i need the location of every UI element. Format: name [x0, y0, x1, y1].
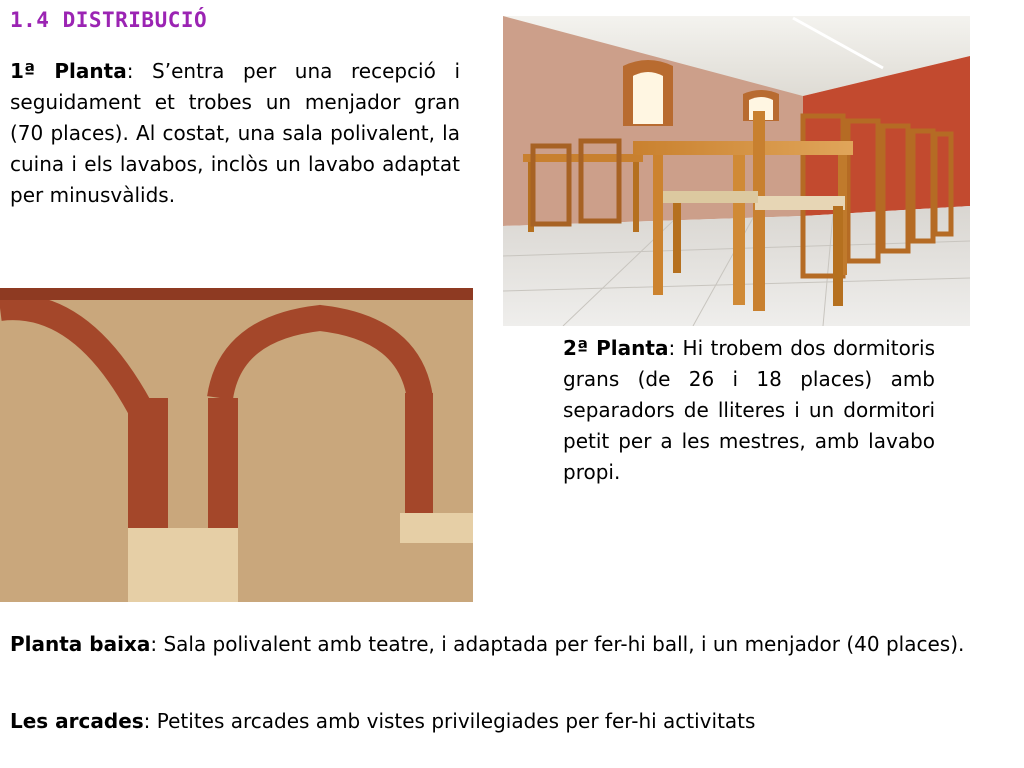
section-heading: 1.4 DISTRIBUCIÓ — [10, 8, 208, 32]
floor1-term: 1ª Planta — [10, 59, 127, 83]
ground-floor-paragraph — [10, 629, 1016, 660]
floor2-paragraph — [563, 333, 935, 488]
floor1-paragraph — [10, 56, 460, 211]
dining-room-photo — [503, 16, 970, 326]
arcades-term: Les arcades — [10, 709, 144, 733]
floor1-text: : S’entra per una recepció i seguidament et trobes un menjador gran (70 places). Al costat, una sala polivalent, la cuina i els lavabos, inclòs un lavabo adaptat per minusvàlids. — [10, 59, 461, 207]
ground-floor-term: Planta baixa — [10, 632, 151, 656]
floor2-term: 2ª Planta — [563, 336, 669, 360]
arcades-text: : Petites arcades amb vistes privilegiades per fer-hi activitats — [143, 709, 756, 733]
arcades-photo — [0, 288, 473, 602]
arcades-paragraph — [10, 706, 1016, 737]
ground-floor-text: : Sala polivalent amb teatre, i adaptada per fer-hi ball, i un menjador (40 places). — [150, 632, 965, 656]
floor2-text: : Hi trobem dos dormitoris grans (de 26 i 18 places) amb separadors de lliteres i un dormitori petit per a les mestres, amb lavabo propi. — [563, 336, 936, 484]
